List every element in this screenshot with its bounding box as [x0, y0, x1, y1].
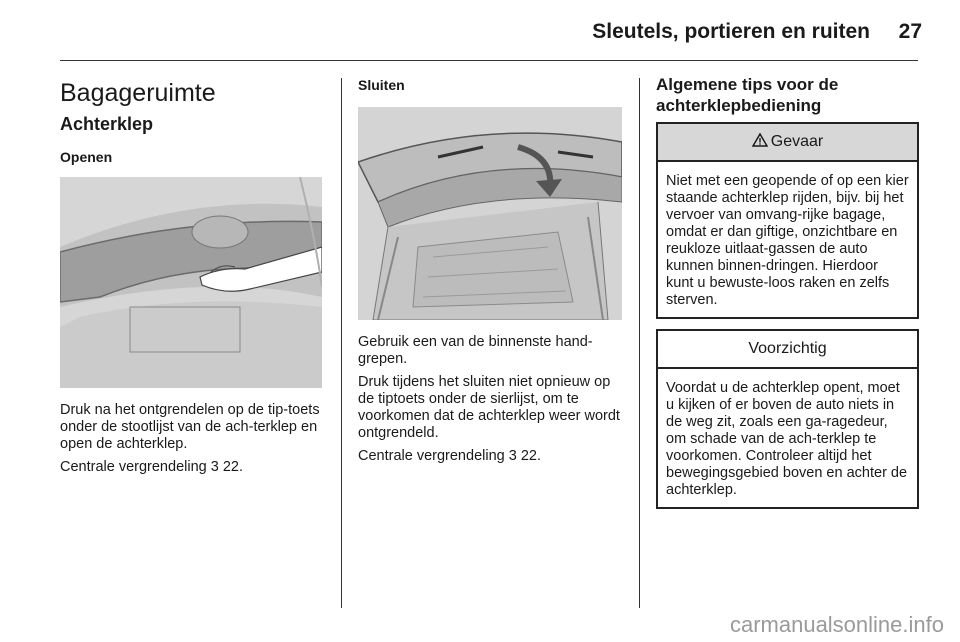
paragraph-central-locking-reference: Centrale vergrendeling 3 22.: [358, 448, 541, 464]
column-right: [656, 74, 919, 509]
danger-box: [656, 122, 919, 319]
column-middle: [358, 74, 622, 465]
paragraph-use-handle: Gebruik een van de binnenste hand-grepen.: [358, 334, 593, 367]
illustration-closing-tailgate: [358, 107, 622, 320]
heading-openen: Openen: [60, 149, 113, 165]
column-left: [60, 74, 322, 476]
paragraph-do-not-press-button: Druk tijdens het sluiten niet opnieuw op de tiptoets onder de sierlijst, om te voorkomen dat de achterklep weer wordt ontgrendeld.: [358, 374, 620, 441]
paragraph-central-locking-reference: Centrale vergrendeling 3 22.: [60, 459, 243, 475]
caution-text: Voordat u de achterklep opent, moet u kijken of er boven de auto niets in de weg zit, zoals een ga-ragedeur, om schade van de ach-terklep te voorkomen. Controleer altijd het bewegingsgebied boven en achter de achterklep.: [666, 380, 908, 498]
paragraph-open-instructions: Druk na het ontgrendelen op de tip-toets onder de stootlijst van de ach-terklep en open de achterklep.: [60, 402, 320, 452]
column-divider-1: [341, 78, 342, 608]
column-divider-2: [639, 78, 640, 608]
danger-box-header: [658, 124, 917, 162]
header-rule: [60, 60, 918, 61]
section-title: Bagageruimte: [60, 79, 216, 107]
caution-box-header: [658, 331, 917, 369]
danger-label: Gevaar: [770, 133, 824, 150]
watermark: carmanualsonline.info: [729, 612, 944, 637]
caution-box: [656, 329, 919, 509]
illustration-opening-tailgate: [60, 177, 322, 388]
caution-label: Voorzichtig: [748, 340, 827, 357]
page-number: 27: [898, 20, 922, 43]
tips-title: Algemene tips voor de achterklepbediening: [656, 75, 839, 115]
danger-text: Niet met een geopende of op een kier staande achterklep rijden, bijv. bij het vervoer van omvang-rijke bagage, omdat er dan giftige, onzichtbare en reukloze uitlaat-gassen de auto kunnen binnen-dringen. Hierdoor kunt u bewuste-loos raken en zelfs sterven.: [666, 173, 909, 308]
subsection-title: Achterklep: [60, 114, 154, 134]
page-header-title: Sleutels, portieren en ruiten: [592, 20, 870, 43]
warning-triangle-icon: [752, 132, 768, 152]
heading-sluiten: Sluiten: [358, 77, 405, 93]
